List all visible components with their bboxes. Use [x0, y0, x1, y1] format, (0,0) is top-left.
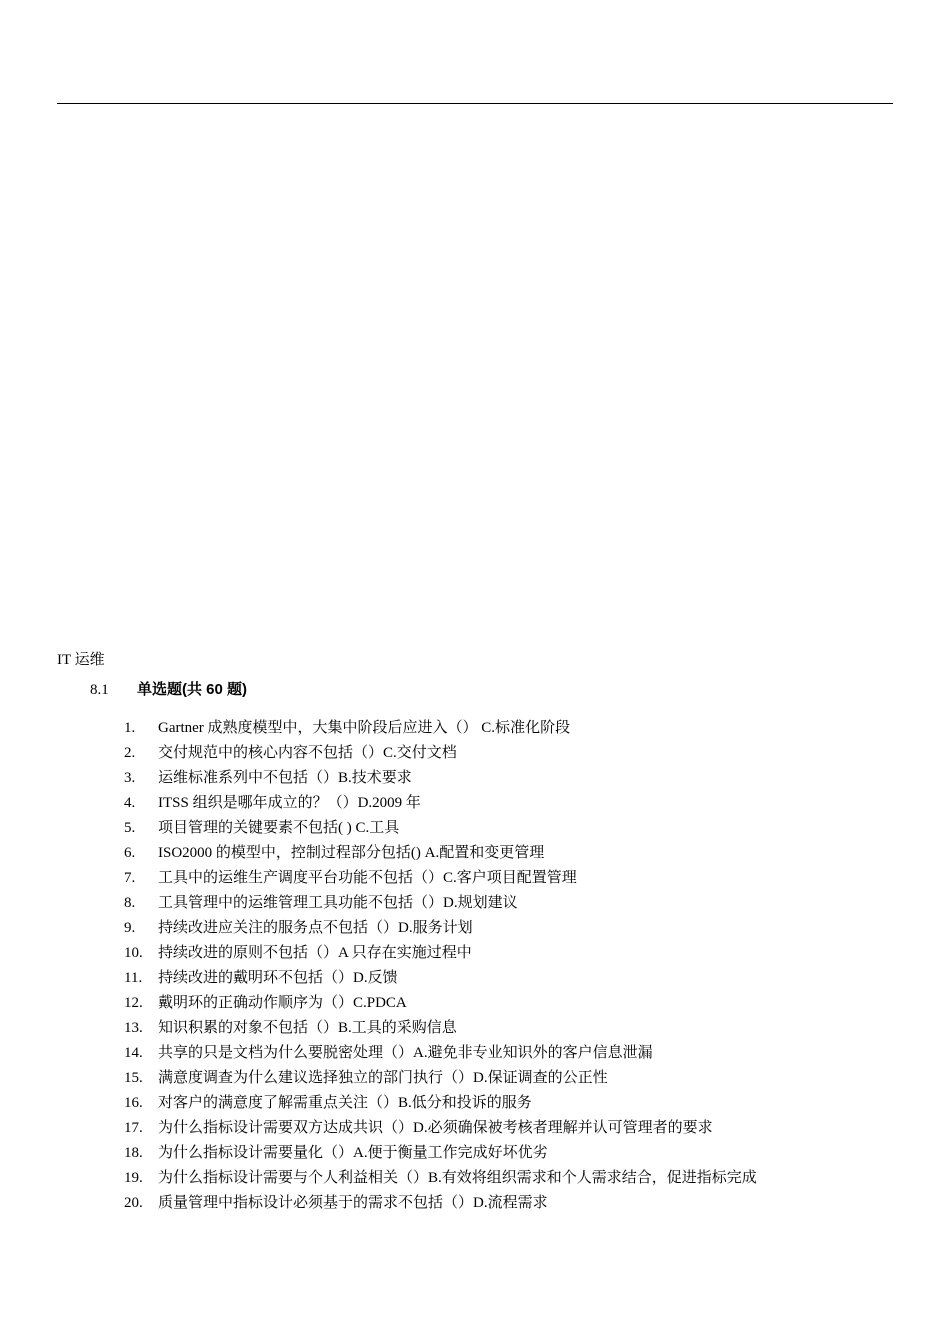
question-item: [124, 816, 757, 841]
question-item: [124, 841, 757, 866]
header-rule: [57, 103, 893, 104]
question-text: Gartner 成熟度模型中，大集中阶段后应进入（） C.标准化阶段: [158, 720, 571, 736]
question-item: [124, 741, 757, 766]
question-item: [124, 1141, 757, 1166]
question-number: 5.: [124, 820, 136, 836]
question-text: 持续改进的戴明环不包括（）D.反馈: [158, 970, 398, 986]
question-item: [124, 1191, 757, 1216]
question-number: 1.: [124, 720, 136, 736]
question-text: ITSS 组织是哪年成立的？（）D.2009 年: [158, 795, 421, 811]
question-number: 10.: [124, 945, 143, 961]
question-text: 共享的只是文档为什么要脱密处理（）A.避免非专业知识外的客户信息泄漏: [158, 1045, 653, 1061]
question-text: 为什么指标设计需要量化（）A.便于衡量工作完成好坏优劣: [158, 1145, 548, 1161]
question-item: [124, 1166, 757, 1191]
section-title: 单选题(共 60 题): [137, 681, 248, 698]
question-number: 18.: [124, 1145, 143, 1161]
question-item: [124, 1116, 757, 1141]
question-item: [124, 941, 757, 966]
question-text: 工具中的运维生产调度平台功能不包括（）C.客户项目配置管理: [158, 870, 577, 886]
question-item: [124, 991, 757, 1016]
question-number: 19.: [124, 1170, 143, 1186]
question-number: 4.: [124, 795, 136, 811]
question-text: 持续改进应关注的服务点不包括（）D.服务计划: [158, 920, 473, 936]
question-number: 2.: [124, 745, 136, 761]
question-number: 20.: [124, 1195, 143, 1211]
question-text: ISO2000 的模型中，控制过程部分包括() A.配置和变更管理: [158, 845, 545, 861]
question-text: 运维标准系列中不包括（）B.技术要求: [158, 770, 412, 786]
question-number: 12.: [124, 995, 143, 1011]
question-item: [124, 966, 757, 991]
question-item: [124, 1091, 757, 1116]
question-number: 9.: [124, 920, 136, 936]
question-text: 项目管理的关键要素不包括( ) C.工具: [158, 820, 400, 836]
question-number: 16.: [124, 1095, 143, 1111]
question-item: [124, 891, 757, 916]
question-number: 8.: [124, 895, 136, 911]
section-heading: [90, 680, 247, 700]
question-number: 7.: [124, 870, 136, 886]
question-list: [124, 716, 757, 1216]
question-item: [124, 866, 757, 891]
question-text: 持续改进的原则不包括（）A 只存在实施过程中: [158, 945, 472, 961]
question-number: 13.: [124, 1020, 143, 1036]
question-number: 14.: [124, 1045, 143, 1061]
question-text: 工具管理中的运维管理工具功能不包括（）D.规划建议: [158, 895, 518, 911]
question-text: 对客户的满意度了解需重点关注（）B.低分和投诉的服务: [158, 1095, 532, 1111]
question-number: 3.: [124, 770, 136, 786]
question-text: 为什么指标设计需要与个人利益相关（）B.有效将组织需求和个人需求结合，促进指标完成: [158, 1170, 757, 1186]
question-text: 为什么指标设计需要双方达成共识（）D.必须确保被考核者理解并认可管理者的要求: [158, 1120, 713, 1136]
question-item: [124, 791, 757, 816]
question-item: [124, 766, 757, 791]
question-item: [124, 1066, 757, 1091]
question-text: 质量管理中指标设计必须基于的需求不包括（）D.流程需求: [158, 1195, 548, 1211]
question-item: [124, 1041, 757, 1066]
question-item: [124, 716, 757, 741]
question-text: 知识积累的对象不包括（）B.工具的采购信息: [158, 1020, 457, 1036]
question-number: 15.: [124, 1070, 143, 1086]
question-text: 交付规范中的核心内容不包括（）C.交付文档: [158, 745, 457, 761]
question-text: 戴明环的正确动作顺序为（）C.PDCA: [158, 995, 407, 1011]
question-item: [124, 1016, 757, 1041]
document-title: IT 运维: [57, 652, 105, 668]
question-number: 17.: [124, 1120, 143, 1136]
question-text: 满意度调查为什么建议选择独立的部门执行（）D.保证调查的公正性: [158, 1070, 608, 1086]
question-item: [124, 916, 757, 941]
question-number: 6.: [124, 845, 136, 861]
question-number: 11.: [124, 970, 143, 986]
section-number: 8.1: [90, 682, 109, 698]
